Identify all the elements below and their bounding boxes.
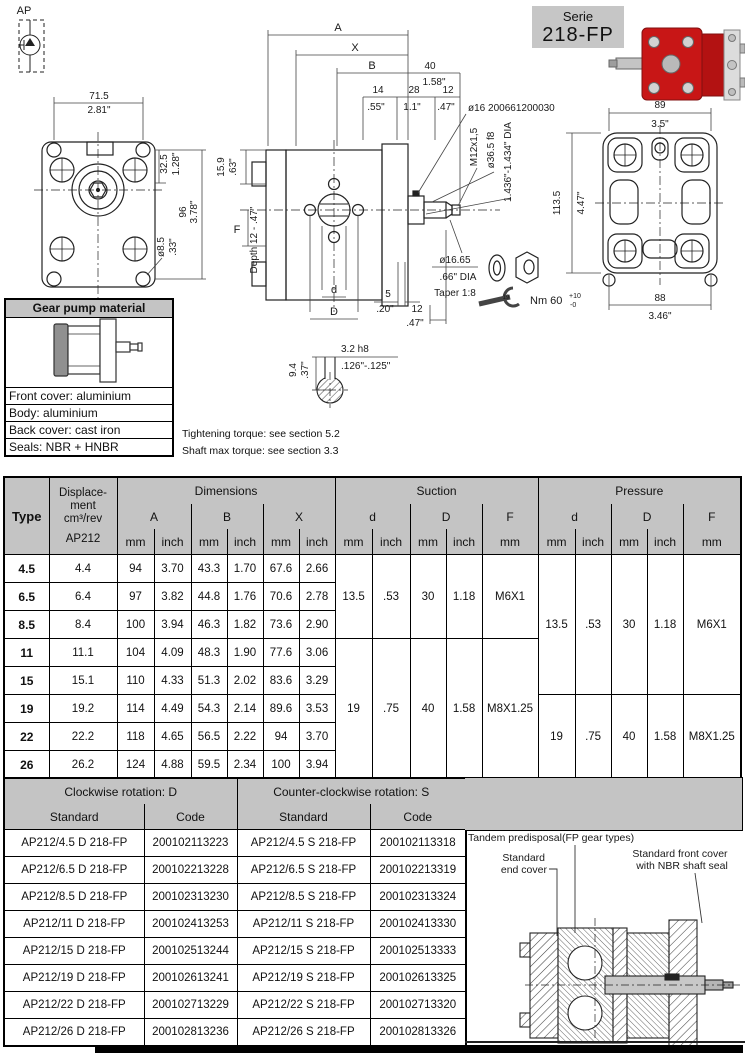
spec-b-in: 2.22	[227, 723, 263, 751]
suction-d-mm: 19	[335, 639, 372, 780]
ap-symbol	[17, 5, 44, 72]
spec-b-mm: 44.8	[191, 583, 227, 611]
spec-displacement: 11.1	[49, 639, 117, 667]
order-codes-table	[3, 777, 467, 1047]
spec-a-mm: 124	[117, 751, 154, 780]
spec-a-in: 4.49	[154, 695, 191, 723]
torque-label: Nm 60	[530, 295, 563, 307]
displacement-line1: Displace-	[59, 486, 107, 499]
col-header-pressure-d: d	[538, 504, 611, 529]
code-cell: 200102413330	[370, 911, 466, 938]
dim-label: ø8.5	[156, 236, 167, 258]
unit-inch: inch	[227, 529, 263, 555]
spec-type: 15	[4, 667, 49, 695]
order-code-row	[4, 884, 466, 911]
taper-label: Taper 1:8	[434, 288, 476, 299]
unit-inch: inch	[446, 529, 482, 555]
col-header-suction-f: F	[482, 504, 538, 529]
standard-cell: AP212/15 D 218-FP	[4, 938, 144, 965]
spec-b-in: 1.82	[227, 611, 263, 639]
displacement-line3: cm³/rev	[63, 512, 103, 525]
dim-label: B	[368, 60, 376, 72]
unit-mm: mm	[683, 529, 741, 555]
suction-D-mm: 40	[410, 639, 446, 780]
col-header-code-ccw: Code	[370, 804, 466, 830]
spec-b-in: 2.02	[227, 667, 263, 695]
tandem-title: Tandem predisposal(FP gear types)	[468, 832, 635, 844]
back-view-drawing	[552, 100, 725, 322]
spec-type: 11	[4, 639, 49, 667]
spec-x-mm: 100	[263, 751, 299, 780]
suction-d-mm: 13.5	[335, 555, 372, 639]
taper-dia-inch-label: .66" DIA	[439, 272, 477, 283]
spec-x-in: 3.70	[299, 723, 335, 751]
dim-label: X	[351, 42, 359, 54]
dim-label: 1.28"	[171, 152, 182, 176]
seeger-code-label: ø16 200661200030	[468, 103, 555, 114]
col-header-suction-D: D	[410, 504, 482, 529]
key-width-inch-label: .126"-.125"	[341, 361, 391, 372]
material-back-cover: Back cover: cast iron	[6, 422, 172, 439]
shaft-dia-inch-label: 1.436"-1.434" DIA	[503, 122, 514, 202]
spec-x-in: 2.66	[299, 555, 335, 583]
front-cover-label-line1: Standard front cover	[632, 848, 728, 860]
washer-icon	[489, 255, 505, 281]
dim-label: 1.1"	[403, 102, 421, 113]
dim-label: 96	[178, 206, 189, 218]
unit-inch: inch	[299, 529, 335, 555]
spec-a-mm: 114	[117, 695, 154, 723]
group-header-dimensions: Dimensions	[117, 477, 335, 504]
standard-cell: AP212/4.5 D 218-FP	[4, 830, 144, 857]
dim-label: .20"	[376, 304, 394, 315]
spec-x-mm: 94	[263, 723, 299, 751]
spec-x-in: 3.53	[299, 695, 335, 723]
depth-label: Depth 12 - .47"	[249, 206, 260, 274]
code-cell: 200102413253	[144, 911, 237, 938]
suction-D-mm: 30	[410, 555, 446, 639]
spec-b-mm: 43.3	[191, 555, 227, 583]
spec-b-mm: 51.3	[191, 667, 227, 695]
spec-type: 8.5	[4, 611, 49, 639]
unit-mm: mm	[611, 529, 647, 555]
order-code-row	[4, 992, 466, 1019]
code-cell: 200102513244	[144, 938, 237, 965]
standard-cell: AP212/6.5 D 218-FP	[4, 857, 144, 884]
pressure-f: M6X1	[683, 555, 741, 695]
note-shaft-torque: Shaft max torque: see section 3.3	[182, 445, 339, 457]
code-cell: 200102613241	[144, 965, 237, 992]
footer-bar	[95, 1045, 743, 1053]
pump-side-icon	[6, 318, 172, 388]
spec-a-mm: 110	[117, 667, 154, 695]
spec-x-mm: 70.6	[263, 583, 299, 611]
note-tightening-torque: Tightening torque: see section 5.2	[182, 428, 340, 440]
dim-label: 15.9	[216, 157, 227, 177]
dim-label: 12	[411, 304, 423, 315]
displacement-line2: ment	[70, 499, 96, 512]
wrench-icon	[479, 288, 519, 306]
group-header-pressure: Pressure	[538, 477, 741, 504]
dim-label: 3.78"	[189, 200, 200, 224]
dim-label: 89	[654, 100, 666, 111]
suction-D-inch: 1.18	[446, 555, 482, 639]
code-cell: 200102113223	[144, 830, 237, 857]
key-height-label: 9.4	[288, 363, 299, 377]
tandem-cross-section	[465, 918, 745, 1050]
pressure-d-mm: 13.5	[538, 555, 575, 695]
suction-d-inch: .75	[372, 639, 410, 780]
spec-b-mm: 54.3	[191, 695, 227, 723]
order-code-row	[4, 857, 466, 884]
standard-cell: AP212/11 S 218-FP	[237, 911, 370, 938]
spec-displacement: 26.2	[49, 751, 117, 780]
standard-cell: AP212/11 D 218-FP	[4, 911, 144, 938]
code-cell: 200102313324	[370, 884, 466, 911]
dim-label: 3.5"	[651, 119, 669, 130]
code-cell: 200102113318	[370, 830, 466, 857]
dim-label: 3.46"	[648, 311, 672, 322]
col-header-standard-ccw: Standard	[237, 804, 370, 830]
key-height-inch-label: .37"	[300, 361, 311, 379]
material-front-cover: Front cover: aluminium	[6, 388, 172, 405]
standard-cell: AP212/6.5 S 218-FP	[237, 857, 370, 884]
spec-b-mm: 56.5	[191, 723, 227, 751]
spec-x-in: 2.78	[299, 583, 335, 611]
standard-cell: AP212/8.5 D 218-FP	[4, 884, 144, 911]
code-cell: 200102613325	[370, 965, 466, 992]
spec-row-4.5	[4, 555, 741, 583]
code-cell: 200102813236	[144, 1019, 237, 1047]
spec-b-in: 1.70	[227, 555, 263, 583]
spec-a-in: 4.88	[154, 751, 191, 780]
standard-cell: AP212/22 S 218-FP	[237, 992, 370, 1019]
spec-b-mm: 46.3	[191, 611, 227, 639]
col-header-a: A	[117, 504, 191, 529]
spec-type: 19	[4, 695, 49, 723]
pressure-D-inch: 1.18	[647, 555, 683, 695]
standard-cell: AP212/26 D 218-FP	[4, 1019, 144, 1047]
spec-x-mm: 83.6	[263, 667, 299, 695]
material-box	[4, 298, 174, 457]
spec-a-in: 4.65	[154, 723, 191, 751]
shaft-dia-label: ø36.5 f8	[486, 131, 497, 169]
pressure-d-mm: 19	[538, 695, 575, 780]
dim-label: 71.5	[89, 91, 109, 102]
spec-b-in: 1.90	[227, 639, 263, 667]
dim-label: 28	[408, 85, 420, 96]
torque-tol-plus: +10	[569, 293, 581, 300]
standard-cell: AP212/22 D 218-FP	[4, 992, 144, 1019]
nut-icon	[516, 252, 538, 283]
spec-type: 26	[4, 751, 49, 780]
specs-table	[3, 476, 742, 780]
col-header-x: X	[263, 504, 335, 529]
dim-label: D	[330, 306, 338, 318]
code-cell: 200102713320	[370, 992, 466, 1019]
spec-a-in: 4.09	[154, 639, 191, 667]
code-cell: 200102213228	[144, 857, 237, 884]
spec-a-mm: 100	[117, 611, 154, 639]
dim-label: .33"	[168, 238, 179, 256]
series-number: 218-FP	[542, 24, 614, 46]
spec-x-mm: 89.6	[263, 695, 299, 723]
spec-type: 4.5	[4, 555, 49, 583]
spec-x-mm: 77.6	[263, 639, 299, 667]
spec-b-in: 2.34	[227, 751, 263, 780]
pressure-D-inch: 1.58	[647, 695, 683, 780]
standard-cell: AP212/8.5 S 218-FP	[237, 884, 370, 911]
spec-displacement: 8.4	[49, 611, 117, 639]
header-clockwise: Clockwise rotation: D	[4, 778, 237, 804]
shaft-key-detail	[288, 344, 398, 408]
dim-label: 40	[424, 61, 436, 72]
unit-inch: inch	[647, 529, 683, 555]
pressure-f: M8X1.25	[683, 695, 741, 780]
col-header-pressure-D: D	[611, 504, 683, 529]
material-body: Body: aluminium	[6, 405, 172, 422]
series-label: Serie	[562, 9, 594, 24]
unit-mm: mm	[191, 529, 227, 555]
spec-a-mm: 97	[117, 583, 154, 611]
order-codes-head	[4, 778, 466, 830]
suction-f: M8X1.25	[482, 639, 538, 780]
col-header-type: Type	[4, 477, 49, 555]
standard-cell: AP212/15 S 218-FP	[237, 938, 370, 965]
code-cell: 200102713229	[144, 992, 237, 1019]
unit-mm: mm	[117, 529, 154, 555]
end-cover-label-line2: end cover	[500, 864, 547, 876]
suction-D-inch: 1.58	[446, 639, 482, 780]
tandem-section	[465, 828, 745, 1050]
spec-displacement: 4.4	[49, 555, 117, 583]
dim-label: .47"	[437, 102, 455, 113]
spec-b-mm: 59.5	[191, 751, 227, 780]
spec-x-in: 3.06	[299, 639, 335, 667]
order-code-row	[4, 938, 466, 965]
dim-label: 14	[372, 85, 384, 96]
dim-label: 12	[442, 85, 454, 96]
front-view-drawing	[34, 91, 206, 299]
material-box-title: Gear pump material	[6, 300, 172, 318]
standard-cell: AP212/4.5 S 218-FP	[237, 830, 370, 857]
dim-label: .63"	[228, 158, 239, 176]
specs-table-body	[4, 555, 741, 780]
col-header-code-cw: Code	[144, 804, 237, 830]
displacement-series: AP212	[65, 532, 101, 545]
standard-cell: AP212/19 D 218-FP	[4, 965, 144, 992]
dim-label: A	[334, 22, 342, 34]
header-counter-clockwise: Counter-clockwise rotation: S	[237, 778, 466, 804]
unit-inch: inch	[154, 529, 191, 555]
order-code-row	[4, 965, 466, 992]
dim-label: 32.5	[159, 154, 170, 174]
spec-b-in: 1.76	[227, 583, 263, 611]
dim-label: d	[330, 284, 338, 296]
col-header-pressure-f: F	[683, 504, 741, 529]
material-seals: Seals: NBR + HNBR	[9, 440, 119, 454]
pressure-D-mm: 40	[611, 695, 647, 780]
dim-label: F	[233, 224, 241, 236]
wrench-size-label: 19	[502, 295, 510, 301]
spec-displacement: 19.2	[49, 695, 117, 723]
taper-dia-label: ø16.65	[439, 255, 471, 266]
spec-x-mm: 67.6	[263, 555, 299, 583]
code-cell: 200102213319	[370, 857, 466, 884]
unit-mm: mm	[482, 529, 538, 555]
order-code-row	[4, 830, 466, 857]
standard-cell: AP212/26 S 218-FP	[237, 1019, 370, 1047]
unit-inch: inch	[372, 529, 410, 555]
col-header-suction-d: d	[335, 504, 410, 529]
ap-symbol-label: AP	[16, 5, 32, 17]
spec-a-in: 4.33	[154, 667, 191, 695]
spec-displacement: 15.1	[49, 667, 117, 695]
spec-a-in: 3.82	[154, 583, 191, 611]
spec-x-in: 2.90	[299, 611, 335, 639]
header-gray-band	[465, 777, 743, 831]
unit-inch: inch	[575, 529, 611, 555]
dim-label: 88	[654, 293, 666, 304]
spec-x-in: 3.29	[299, 667, 335, 695]
code-cell: 200102513333	[370, 938, 466, 965]
specs-table-head	[4, 477, 741, 555]
end-cover-label-line1: Standard	[502, 852, 545, 864]
spec-a-mm: 94	[117, 555, 154, 583]
pressure-D-mm: 30	[611, 555, 647, 695]
side-view-drawing	[216, 22, 581, 329]
spec-displacement: 6.4	[49, 583, 117, 611]
spec-a-in: 3.70	[154, 555, 191, 583]
spec-type: 6.5	[4, 583, 49, 611]
key-width-label: 3.2 h8	[341, 344, 369, 355]
spec-type: 22	[4, 723, 49, 751]
group-header-suction: Suction	[335, 477, 538, 504]
unit-mm: mm	[410, 529, 446, 555]
thread-label: M12x1,5	[469, 127, 480, 167]
col-header-standard-cw: Standard	[4, 804, 144, 830]
torque-tol-minus: -0	[570, 302, 577, 309]
spec-x-mm: 73.6	[263, 611, 299, 639]
col-header-displacement	[49, 477, 117, 555]
order-code-row	[4, 1019, 466, 1047]
pressure-d-inch: .53	[575, 555, 611, 695]
dim-label: 5	[385, 289, 391, 300]
unit-mm: mm	[335, 529, 372, 555]
dim-label: 113.5	[552, 190, 563, 216]
dim-label: 2.81"	[87, 105, 111, 116]
front-cover-label-line2: with NBR shaft seal	[636, 860, 728, 872]
code-cell: 200102813326	[370, 1019, 466, 1047]
standard-cell: AP212/19 S 218-FP	[237, 965, 370, 992]
order-code-row	[4, 911, 466, 938]
col-header-b: B	[191, 504, 263, 529]
dim-label: .55"	[367, 102, 385, 113]
spec-x-in: 3.94	[299, 751, 335, 780]
dim-label: 4.47"	[576, 191, 587, 215]
spec-a-mm: 118	[117, 723, 154, 751]
spec-displacement: 22.2	[49, 723, 117, 751]
dim-label: 1.58"	[422, 77, 446, 88]
pressure-d-inch: .75	[575, 695, 611, 780]
suction-f: M6X1	[482, 555, 538, 639]
pump-photo	[609, 28, 745, 100]
spec-b-in: 2.14	[227, 695, 263, 723]
dim-label: .47"	[406, 318, 424, 329]
spec-a-in: 3.94	[154, 611, 191, 639]
suction-d-inch: .53	[372, 555, 410, 639]
unit-mm: mm	[538, 529, 575, 555]
code-cell: 200102313230	[144, 884, 237, 911]
series-badge	[532, 6, 624, 48]
spec-a-mm: 104	[117, 639, 154, 667]
unit-mm: mm	[263, 529, 299, 555]
order-codes-body	[4, 830, 466, 1047]
spec-b-mm: 48.3	[191, 639, 227, 667]
